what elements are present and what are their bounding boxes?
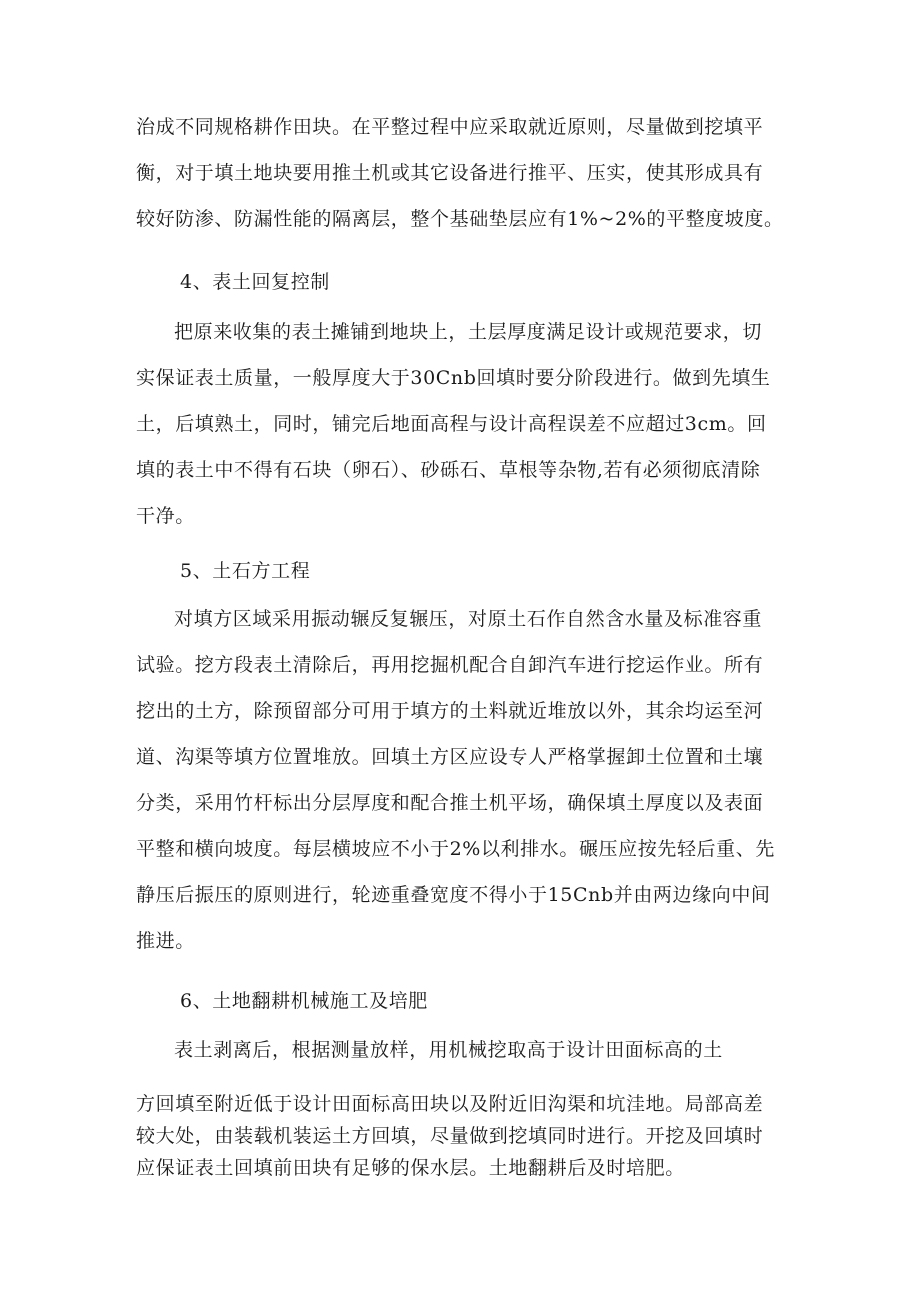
section-heading-6 [136, 978, 788, 1024]
paragraph-section-4 [136, 309, 788, 539]
text-line: 方回填至附近低于设计田面标高田块以及附近旧沟渠和坑洼地。局部高差 [136, 1093, 764, 1115]
paragraph-intro [136, 104, 788, 242]
section-heading-5 [136, 548, 788, 594]
text-line: 填的表土中不得有石块（卵石）、砂砾石、草根等杂物,若有必须彻底清除 [136, 459, 761, 481]
text-line: 较好防渗、防漏性能的隔离层，整个基础垫层应有1%~2%的平整度坡度。 [136, 208, 784, 230]
section-heading-4 [136, 259, 788, 305]
text-line: 道、沟渠等填方位置堆放。回填土方区应设专人严格掌握卸土位置和土壤 [136, 746, 764, 768]
text-line: 土，后填熟土，同时，铺完后地面高程与设计高程误差不应超过3cm。回 [136, 413, 767, 435]
text-line: 把原来收集的表土摊铺到地块上，土层厚度满足设计或规范要求，切 [174, 321, 763, 343]
text-line: 挖出的土方，除预留部分可用于填方的土料就近堆放以外，其余均运至河 [136, 700, 764, 722]
section-heading: 6、土地翻耕机械施工及培肥 [180, 990, 428, 1012]
text-line: 较大处，由装载机装运土方回填，尽量做到挖填同时进行。开挖及回填时 [136, 1125, 764, 1147]
text-line: 平整和横向坡度。每层横坡应不小于2%以利排水。碾压应按先轻后重、先 [136, 838, 775, 860]
paragraph-section-5 [136, 596, 788, 964]
text-line: 应保证表土回填前田块有足够的保水层。土地翻耕后及时培肥。 [136, 1157, 685, 1179]
text-line: 试验。挖方段表土清除后，再用挖掘机配合自卸汽车进行挖运作业。所有 [136, 654, 764, 676]
text-line: 表土剥离后，根据测量放样，用机械挖取高于设计田面标高的土 [174, 1039, 723, 1061]
text-line: 分类，采用竹杆标出分层厚度和配合推土机平场，确保填土厚度以及表面 [136, 792, 764, 814]
section-heading: 4、表土回复控制 [180, 271, 330, 293]
text-line: 衡，对于填土地块要用推土机或其它设备进行推平、压实，使其形成具有 [136, 162, 764, 184]
section-heading: 5、土石方工程 [180, 560, 311, 582]
text-line: 对填方区域采用振动辗反复辗压，对原土石作自然含水量及标准容重 [174, 608, 763, 630]
paragraph-section-6-rest [136, 1088, 788, 1184]
text-line: 推进。 [136, 930, 195, 952]
paragraph-section-6-first [136, 1027, 788, 1073]
text-line: 实保证表土质量，一般厚度大于30Cnb回填时要分阶段进行。做到先填生 [136, 367, 771, 389]
text-line: 静压后振压的原则进行，轮迹重叠宽度不得小于15Cnb并由两边缘向中间 [136, 884, 771, 906]
text-line: 治成不同规格耕作田块。在平整过程中应采取就近原则，尽量做到挖填平 [136, 116, 764, 138]
text-line: 干净。 [136, 505, 195, 527]
